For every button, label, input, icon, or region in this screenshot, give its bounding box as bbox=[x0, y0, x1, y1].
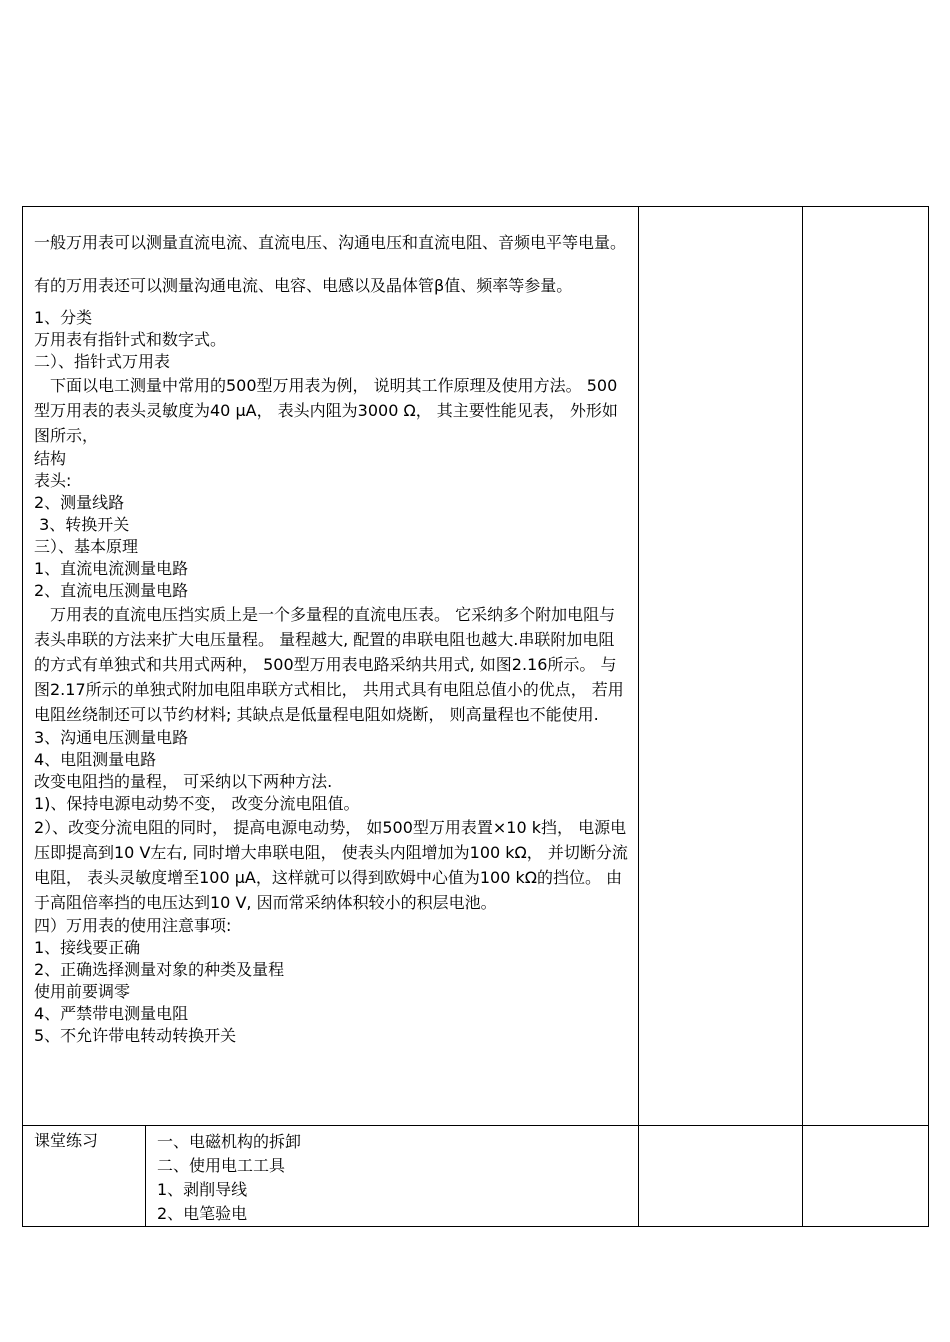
content-cell bbox=[23, 207, 639, 1126]
lesson-content bbox=[23, 207, 638, 1063]
text-line: 2、直流电压测量电路 bbox=[34, 581, 189, 600]
text-line: 表头: bbox=[34, 471, 72, 490]
text-line: 4、严禁带电测量电阻 bbox=[34, 1004, 189, 1023]
list-item: 2、电笔验电 bbox=[157, 1204, 248, 1223]
paragraph-voltage-range: 万用表的直流电压挡实质上是一个多量程的直流电压表。 它采纳多个附加电阻与表头串联的方法来扩大电压量程。 量程越大, 配置的串联电阻也越大.串联附加电阻的方式有单独式和共用式两种， 500型万用表电路采纳共用式, 如图2.16所示。 与图2.17所示的单独式附加电阻串联方式相比， 共用式具有电阻总值小的优点， 若用电阻丝绕制还可以节约材料; 其缺点是低量程电阻如烧断， 则高量程也不能使用. bbox=[34, 605, 624, 724]
exercise-items-cell bbox=[146, 1126, 639, 1227]
section-heading: 四）万用表的使用注意事项: bbox=[34, 916, 232, 935]
list-item: 二、使用电工工具 bbox=[157, 1156, 286, 1175]
list-item: 一、电磁机构的拆卸 bbox=[157, 1132, 302, 1151]
text-line: 结构 bbox=[34, 449, 67, 468]
text-line: 3、转换开关 bbox=[34, 515, 130, 534]
text-line: 改变电阻挡的量程， 可采纳以下两种方法. bbox=[34, 772, 333, 791]
intro-paragraph: 一般万用表可以测量直流电流、直流电压、沟通电压和直流电阻、音频电平等电量。有的万用表还可以测量沟通电流、电容、电感以及晶体管β值、频率等参量。 bbox=[34, 233, 627, 295]
text-line: 3、沟通电压测量电路 bbox=[34, 728, 189, 747]
text-line: 2、正确选择测量对象的种类及量程 bbox=[34, 960, 285, 979]
text-line: 使用前要调零 bbox=[34, 982, 131, 1001]
text-line: 2、测量线路 bbox=[34, 493, 125, 512]
list-item: 1、剥削导线 bbox=[157, 1180, 248, 1199]
text-line: 5、不允许带电转动转换开关 bbox=[34, 1026, 237, 1045]
exercise-list bbox=[146, 1126, 638, 1226]
text-line: 1、分类 bbox=[34, 308, 93, 327]
text-line: 万用表有指针式和数字式。 bbox=[34, 330, 227, 349]
exercise-row bbox=[23, 1126, 929, 1227]
section-heading: 二）、指针式万用表 bbox=[34, 352, 171, 371]
empty-cell bbox=[803, 207, 929, 1126]
text-line: 4、电阻测量电路 bbox=[34, 750, 157, 769]
text-line: 1、直流电流测量电路 bbox=[34, 559, 189, 578]
empty-cell bbox=[639, 207, 803, 1126]
exercise-label: 课堂练习 bbox=[34, 1131, 99, 1150]
paragraph-method-2: 2）、改变分流电阻的同时， 提高电源电动势， 如500型万用表置×10 k挡， 电源电压即提高到10 V左右, 同时增大串联电阻， 使表头内阻增加为100 kΩ， 并切断分流电阻， 表头灵敏度增至100 μA，这样就可以得到欧姆中心值为100 kΩ的挡位。 由于高阻倍率挡的电压达到10 V, 因而常采纳体积较小的积层电池。 bbox=[34, 818, 628, 912]
content-row bbox=[23, 207, 929, 1126]
lesson-plan-table bbox=[22, 206, 929, 1227]
empty-cell bbox=[639, 1126, 803, 1227]
paragraph-500-meter: 下面以电工测量中常用的500型万用表为例， 说明其工作原理及使用方法。 500型万用表的表头灵敏度为40 μA， 表头内阻为3000 Ω， 其主要性能见表， 外形如图所示， bbox=[34, 376, 618, 445]
exercise-label-cell bbox=[23, 1126, 146, 1227]
text-line: 1)、保持电源电动势不变， 改变分流电阻值。 bbox=[34, 794, 360, 813]
text-line: 1、接线要正确 bbox=[34, 938, 141, 957]
empty-cell bbox=[803, 1126, 929, 1227]
section-heading: 三）、基本原理 bbox=[34, 537, 139, 556]
